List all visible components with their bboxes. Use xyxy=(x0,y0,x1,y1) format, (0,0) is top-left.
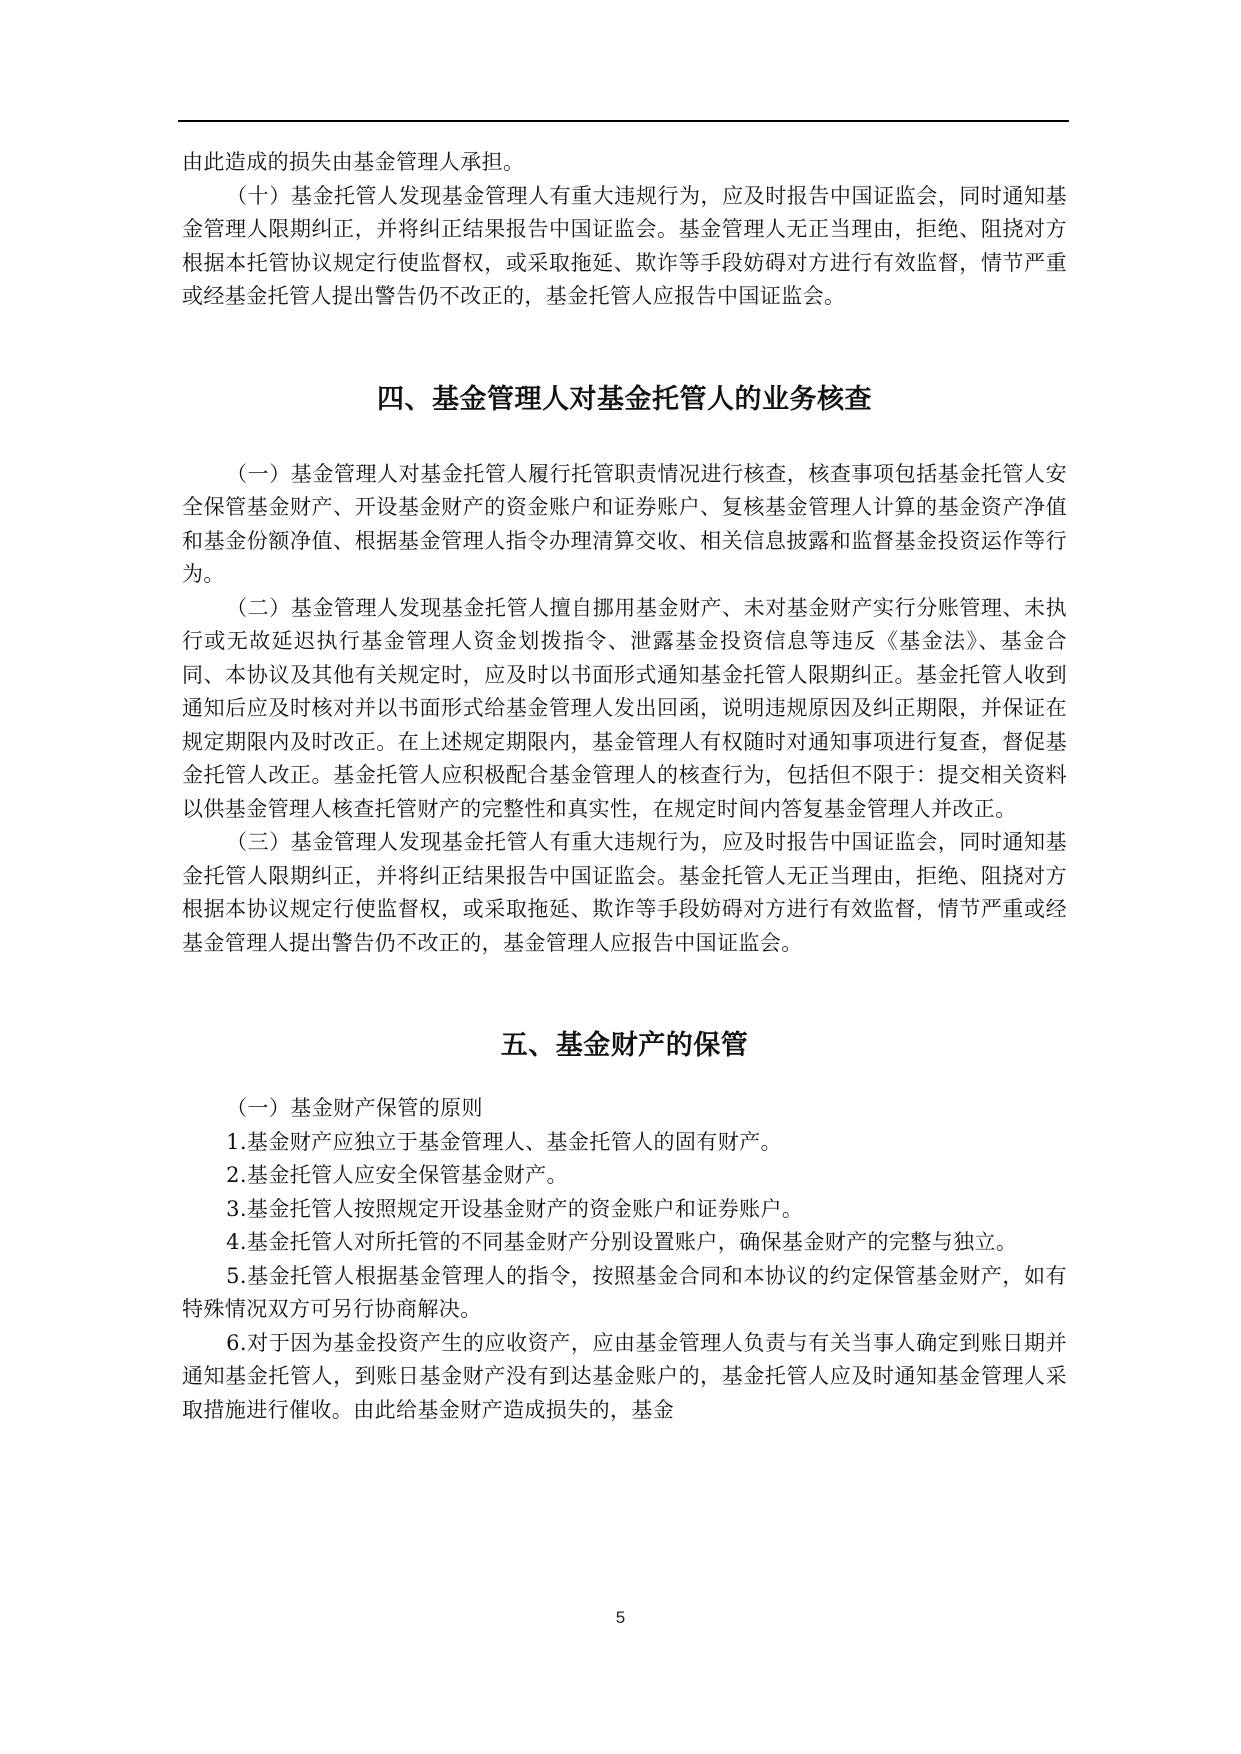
continuation-paragraph: 由此造成的损失由基金管理人承担。 xyxy=(182,150,525,174)
section-4-paragraph-2: （二）基金管理人发现基金托管人擅自挪用基金财产、未对基金财产实行分账管理、未执行或无故延迟执行基金管理人资金划拨指令、泄露基金投资信息等违反《基金法》、基金合同、本协议及其他有关规定时，应及时以书面形式通知基金托管人限期纠正。基金托管人收到通知后应及时核对并以书面形式给基金管理人发出回函，说明违规原因及纠正期限，并保证在规定期限内及时改正。在上述规定期限内，基金管理人有权随时对通知事项进行复查，督促基金托管人改正。基金托管人应积极配合基金管理人的核查行为，包括但不限于：提交相关资料以供基金管理人核查托管财产的完整性和真实性，在规定时间内答复基金管理人并改正。 xyxy=(182,595,1067,821)
header-rule xyxy=(178,120,1069,122)
section-5-item-3: 3.基金托管人按照规定开设基金财产的资金账户和证券账户。 xyxy=(226,1196,804,1221)
section-5-item-2: 2.基金托管人应安全保管基金财产。 xyxy=(226,1163,568,1187)
section-5-item-4: 4.基金托管人对所托管的不同基金财产分别设置账户，确保基金财产的完整与独立。 xyxy=(226,1230,1018,1254)
section-5-item-5: 5.基金托管人根据基金管理人的指令，按照基金合同和本协议的约定保管基金财产，如有特殊情况双方可另行协商解决。 xyxy=(182,1263,1067,1321)
section-4-paragraph-3: （三）基金管理人发现基金托管人有重大违规行为，应及时报告中国证监会，同时通知基金托管人限期纠正，并将纠正结果报告中国证监会。基金托管人无正当理由，拒绝、阻挠对方根据本协议规定行使监督权，或采取拖延、欺诈等手段妨碍对方进行有效监督，情节严重或经基金管理人提出警告仍不改正的，基金管理人应报告中国证监会。 xyxy=(182,830,1067,955)
section-5-title: 五、基金财产的保管 xyxy=(500,1030,749,1061)
page-number: 5 xyxy=(615,1608,626,1627)
section-5-subheading: （一）基金财产保管的原则 xyxy=(226,1096,483,1120)
document-body xyxy=(182,146,1067,1427)
paragraph-item-10: （十）基金托管人发现基金管理人有重大违规行为，应及时报告中国证监会，同时通知基金管理人限期纠正，并将纠正结果报告中国证监会。基金管理人无正当理由，拒绝、阻挠对方根据本托管协议规定行使监督权，或采取拖延、欺诈等手段妨碍对方进行有效监督，情节严重或经基金托管人提出警告仍不改正的，基金托管人应报告中国证监会。 xyxy=(182,183,1067,308)
section-5-item-6: 6.对于因为基金投资产生的应收资产，应由基金管理人负责与有关当事人确定到账日期并通知基金托管人，到账日基金财产没有到达基金账户的，基金托管人应及时通知基金管理人采取措施进行催收。由此给基金财产造成损失的，基金 xyxy=(182,1330,1067,1422)
section-4-paragraph-1: （一）基金管理人对基金托管人履行托管职责情况进行核查，核查事项包括基金托管人安全保管基金财产、开设基金财产的资金账户和证券账户、复核基金管理人计算的基金资产净值和基金份额净值、根据基金管理人指令办理清算交收、相关信息披露和监督基金投资运作等行为。 xyxy=(182,461,1067,586)
section-4-title: 四、基金管理人对基金托管人的业务核查 xyxy=(377,383,872,415)
section-5-item-1: 1.基金财产应独立于基金管理人、基金托管人的固有财产。 xyxy=(226,1129,782,1154)
